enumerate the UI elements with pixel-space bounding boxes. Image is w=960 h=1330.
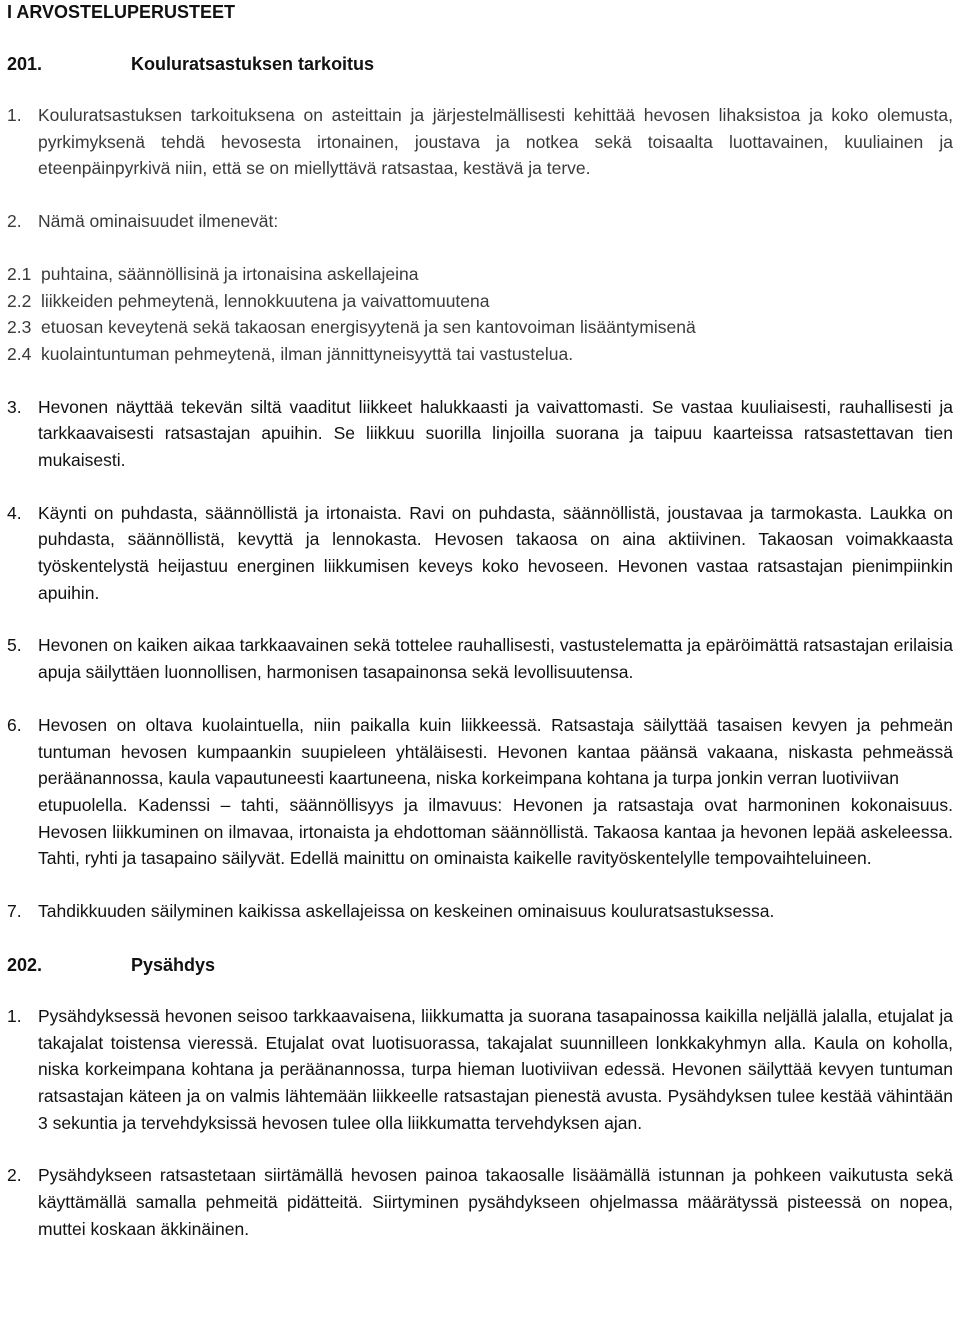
sub-item-text: puhtaina, säännöllisinä ja irtonaisina askellajeina [41, 263, 419, 284]
paragraph-202-1 [7, 1003, 953, 1137]
paragraph-text: Pysähdyksessä hevonen seisoo tarkkaavaisena, liikkumatta ja suorana tasapainossa kaikilla neljällä jalalla, etujalat ja takajalat toistensa vieressä. Etujalat ovat luotisuorassa, takajalat suunnilleen lonkkakyhmyn alla. Kaula on koholla, niska korkeimpana kohtana ja peräänannossa, turpa hieman luotiviivan edessä. Hevonen säilyttää kevyen tuntuman ratsastajan käteen ja on valmis lähtemään liikkeelle ratsastajan pienestä avusta. Pysähdyksen tulee kestää vähintään 3 sekuntia ja tervehdyksissä hevosen tulee olla liikkumatta tervehdyksen ajan. [38, 1005, 953, 1133]
section-number: 202. [7, 954, 43, 975]
sub-item-number: 2.3 [7, 317, 32, 338]
paragraph-text-part-a: Hevosen on oltava kuolaintuella, niin paikalla kuin liikkeessä. Ratsastaja säilyttää tasaisen kevyen ja pehmeän tuntuman hevosen kumpaankin suupieleen yhtäläisesti. Hevonen kantaa päänsä vakaana, niskasta pehmeässä peräänannossa, kaula vapautuneesti kaartuneena, niska korkeimpana kohtana ja turpa jonkin verran luotiviivan [38, 714, 953, 789]
paragraph-number: 1. [7, 105, 22, 125]
sub-item-text: etuosan keveytenä sekä takaosan energisyytenä ja sen kantovoiman lisääntymisenä [41, 317, 696, 338]
paragraph-number: 3. [7, 396, 22, 417]
paragraph-text: Kouluratsastuksen tarkoituksena on asteittain ja järjestelmällisesti kehittää hevosen lihaksistoa ja koko olemusta, pyrkimyksenä tehdä hevosesta irtonainen, joustava ja notkea sekä toisaalta luottavainen, kuuliainen ja eteenpäinpyrkivä niin, että se on miellyttävä ratsastaa, kestävä ja terve. [38, 105, 953, 179]
sub-item-text: liikkeiden pehmeytenä, lennokkuutena ja vaivattomuutena [41, 290, 490, 311]
paragraph-number: 5. [7, 635, 22, 656]
section-heading-201 [7, 50, 953, 78]
paragraph-number: 4. [7, 502, 22, 523]
sub-item-list [7, 261, 953, 368]
sub-item-number: 2.1 [7, 263, 32, 284]
paragraph-text: Pysähdykseen ratsastetaan siirtämällä hevosen painoa takaosalle lisäämällä istunnan ja pohkeen vaikutusta sekä käyttämällä samalla pehmeitä pidätteitä. Siirtyminen pysähdykseen ohjelmassa määrätyssä pisteessä on nopea, muttei koskaan äkkinäinen. [38, 1165, 953, 1239]
paragraph-201-4 [7, 500, 953, 607]
sub-item-number: 2.2 [7, 290, 32, 311]
paragraph-201-1 [7, 102, 953, 182]
section-title: Pysähdys [131, 954, 216, 975]
paragraph-201-2 [7, 208, 953, 235]
paragraph-201-7 [7, 898, 953, 925]
paragraph-number: 2. [7, 211, 22, 232]
paragraph-text: Hevonen on kaiken aikaa tarkkaavainen sekä tottelee rauhallisesti, vastustelematta ja epäröimättä ratsastajan erilaisia apuja säilyttäen luonnollisen, harmonisen tasapainonsa sekä levollisuutensa. [38, 635, 953, 683]
sub-item [7, 341, 953, 368]
section-number: 201. [7, 54, 43, 74]
paragraph-number: 7. [7, 901, 22, 922]
paragraph-text: Käynti on puhdasta, säännöllistä ja irtonaista. Ravi on puhdasta, säännöllistä, joustavaa ja tarmokasta. Laukka on puhdasta, säännöllistä, kevyttä ja lennokasta. Hevosen takaosa on aina aktiivinen. Takaosan voimakkaasta työskentelystä heijastuu energinen liikkumisen keveys koko hevoseen. Hevonen vastaa ratsastajan pienimpiinkin apuihin. [38, 502, 953, 603]
paragraph-text: Hevonen näyttää tekevän siltä vaaditut liikkeet halukkaasti ja vaivattomasti. Se vastaa kuuliaisesti, rauhallisesti ja tarkkaavaisesti ratsastajan apuihin. Se liikkuu suorilla linjoilla suorana ja taipuu kaarteissa ratsastettavan tien mukaisesti. [38, 396, 953, 470]
sub-item [7, 288, 953, 315]
part-title: I ARVOSTELUPERUSTEET [7, 2, 236, 22]
paragraph-number: 2. [7, 1165, 22, 1186]
document-page [7, 0, 953, 1268]
paragraph-201-6 [7, 712, 953, 872]
sub-item-number: 2.4 [7, 343, 32, 364]
paragraph-text-part-b: etupuolella. Kadenssi – tahti, säännöllisyys ja ilmavuus: Hevonen ja ratsastaja ovat harmoninen kokonaisuus. Hevosen liikkuminen on ilmavaa, irtonaista ja ehdottoman säännöllistä. Takaosa kantaa ja hevonen lepää askeleessa. Tahti, ryhti ja tasapaino säilyvät. Edellä mainittu on ominaista kaikelle ravityöskentelylle tempovaihteluineen. [38, 795, 953, 869]
paragraph-201-3 [7, 394, 953, 474]
paragraph-201-5 [7, 632, 953, 685]
paragraph-text: Nämä ominaisuudet ilmenevät: [38, 211, 279, 232]
section-title: Kouluratsastuksen tarkoitus [131, 54, 375, 74]
paragraph-number: 1. [7, 1005, 22, 1026]
section-heading-202 [7, 951, 953, 979]
sub-item [7, 261, 953, 288]
sub-item [7, 314, 953, 341]
paragraph-text: Tahdikkuuden säilyminen kaikissa askellajeissa on keskeinen ominaisuus kouluratsastuksessa. [38, 901, 775, 922]
sub-item-text: kuolaintuntuman pehmeytenä, ilman jännittyneisyyttä tai vastustelua. [41, 343, 574, 364]
paragraph-202-2 [7, 1162, 953, 1242]
paragraph-number: 6. [7, 714, 22, 735]
